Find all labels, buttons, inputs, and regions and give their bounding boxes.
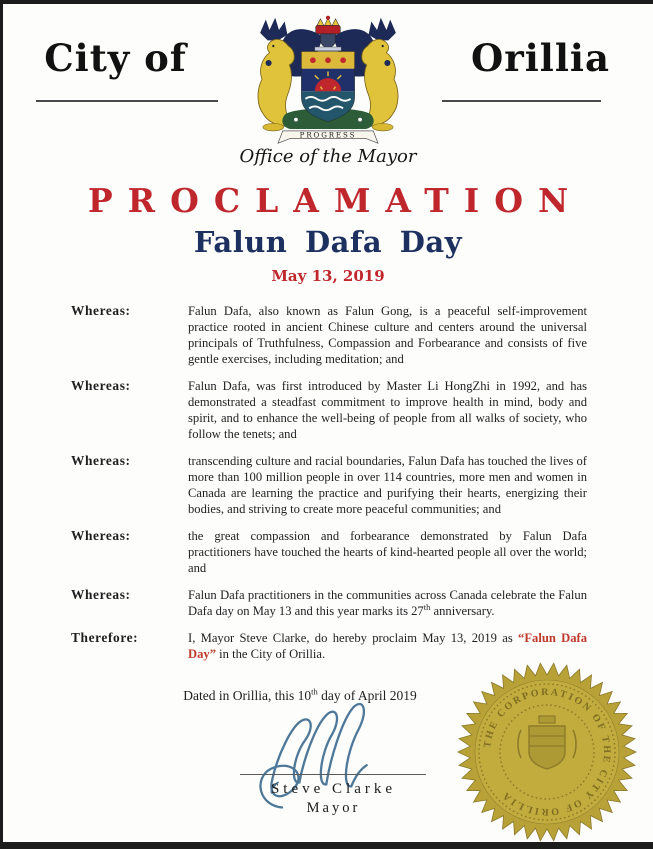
flower-left [294,118,298,122]
therefore-after: in the City of Orillia. [216,647,326,661]
therefore-before: I, Mayor Steve Clarke, do hereby proclaim May 13, 2019 as [188,631,519,645]
whereas5-after: anniversary. [430,604,495,618]
whereas-paragraph-2 [71,378,587,442]
whereas-label: Whereas: [71,528,131,543]
gold-seal [455,660,639,844]
proclamation-heading: PROCLAMATION [87,181,584,220]
crown-band [316,25,341,33]
whereas-paragraph-4 [71,528,587,576]
whereas5-sup: th [423,601,431,612]
orillia-text: Orillia [471,36,610,80]
whereas-label: Whereas: [71,453,131,468]
moose-left-eye [272,45,274,47]
city-of-text: City of [44,36,187,80]
motto-banner [278,131,378,144]
maple-leaf-1 [310,57,316,63]
masthead-rule-left [36,100,218,102]
antlers-right [369,18,396,41]
crest-column [228,14,428,146]
whereas-paragraph-1 [71,303,587,367]
dated-before: Dated in Orillia, this 10 [183,688,312,703]
whereas-text: Falun Dafa, also known as Falun Gong, is a peaceful self-improvement practice rooted in ancient Chinese culture and centers around the universal principals of Truthfulness, Compassion and Forbearance and consists of five gentle exercises, including meditation; and [188,304,587,366]
antlers-left [260,18,287,41]
event-title: Falun Dafa Day [193,225,463,259]
proclamation-body [71,303,587,662]
torse [315,47,341,51]
crown-leaf [326,16,330,20]
event-date: May 13, 2019 [271,267,385,285]
office-of-the-mayor: Office of the Mayor [239,146,417,167]
whereas-text: Falun Dafa, was first introduced by Master Li HongZhi in 1992, and has demonstrated a steadfast commitment to improve health in mind, body and spirit, and to enhance the well-being of people from all walks of society, who follow the tenets; and [188,379,587,441]
maple-leaf-3 [340,57,346,63]
moose-right-collar [384,60,390,66]
signatory-role: Mayor [306,800,361,816]
whereas-text [188,587,587,619]
whereas-paragraph-3 [71,453,587,517]
therefore-label: Therefore: [71,630,139,645]
moose-left-collar [266,60,272,66]
whereas-text: transcending culture and racial boundaries, Falun Dafa has touched the lives of more than 100 million people in over 114 countries, more men and women in Canada are learning the practice and purifying their hearts, energizing their bodies, and striving to create more peaceful communities; and [188,454,587,516]
whereas-label: Whereas: [71,378,131,393]
masthead-left [3,14,228,102]
signature-line [240,774,426,775]
flower-right [358,118,362,122]
therefore-text [188,630,587,662]
dated-after: day of April 2019 [317,688,417,703]
masthead-rule-right [442,100,601,102]
signatory-name: Steve Clarke [270,781,397,797]
seal-ring-text: THE CORPORATION OF THE CITY OF ORILLIA [482,686,613,818]
whereas-label: Whereas: [71,587,131,602]
masthead [3,4,653,146]
motto-text: PROGRESS [299,130,357,140]
scroll-left [263,123,284,131]
scroll-right [372,123,393,131]
whereas-text: the great compassion and forbearance demonstrated by Falun Dafa practitioners have touched the hearts of kind-hearted people all over the world; and [188,529,587,575]
whereas-paragraph-5 [71,587,587,619]
dated-sup: th [311,686,318,697]
helmet [320,34,335,48]
seal-emblem-shield [529,726,565,769]
whereas5-before: Falun Dafa practitioners in the communities across Canada celebrate the Falun Dafa day on May 13 and this year marks its 27 [188,588,587,618]
therefore-paragraph [71,630,587,662]
masthead-right [428,14,653,102]
seal-emblem-crown [539,716,555,723]
orillia-coat-of-arms [232,14,424,146]
shield [302,52,355,122]
whereas-label: Whereas: [71,303,131,318]
therefore-highlight: “Falun Dafa Day” [188,631,588,661]
moose-right-eye [382,45,384,47]
maple-leaf-2 [325,57,331,63]
